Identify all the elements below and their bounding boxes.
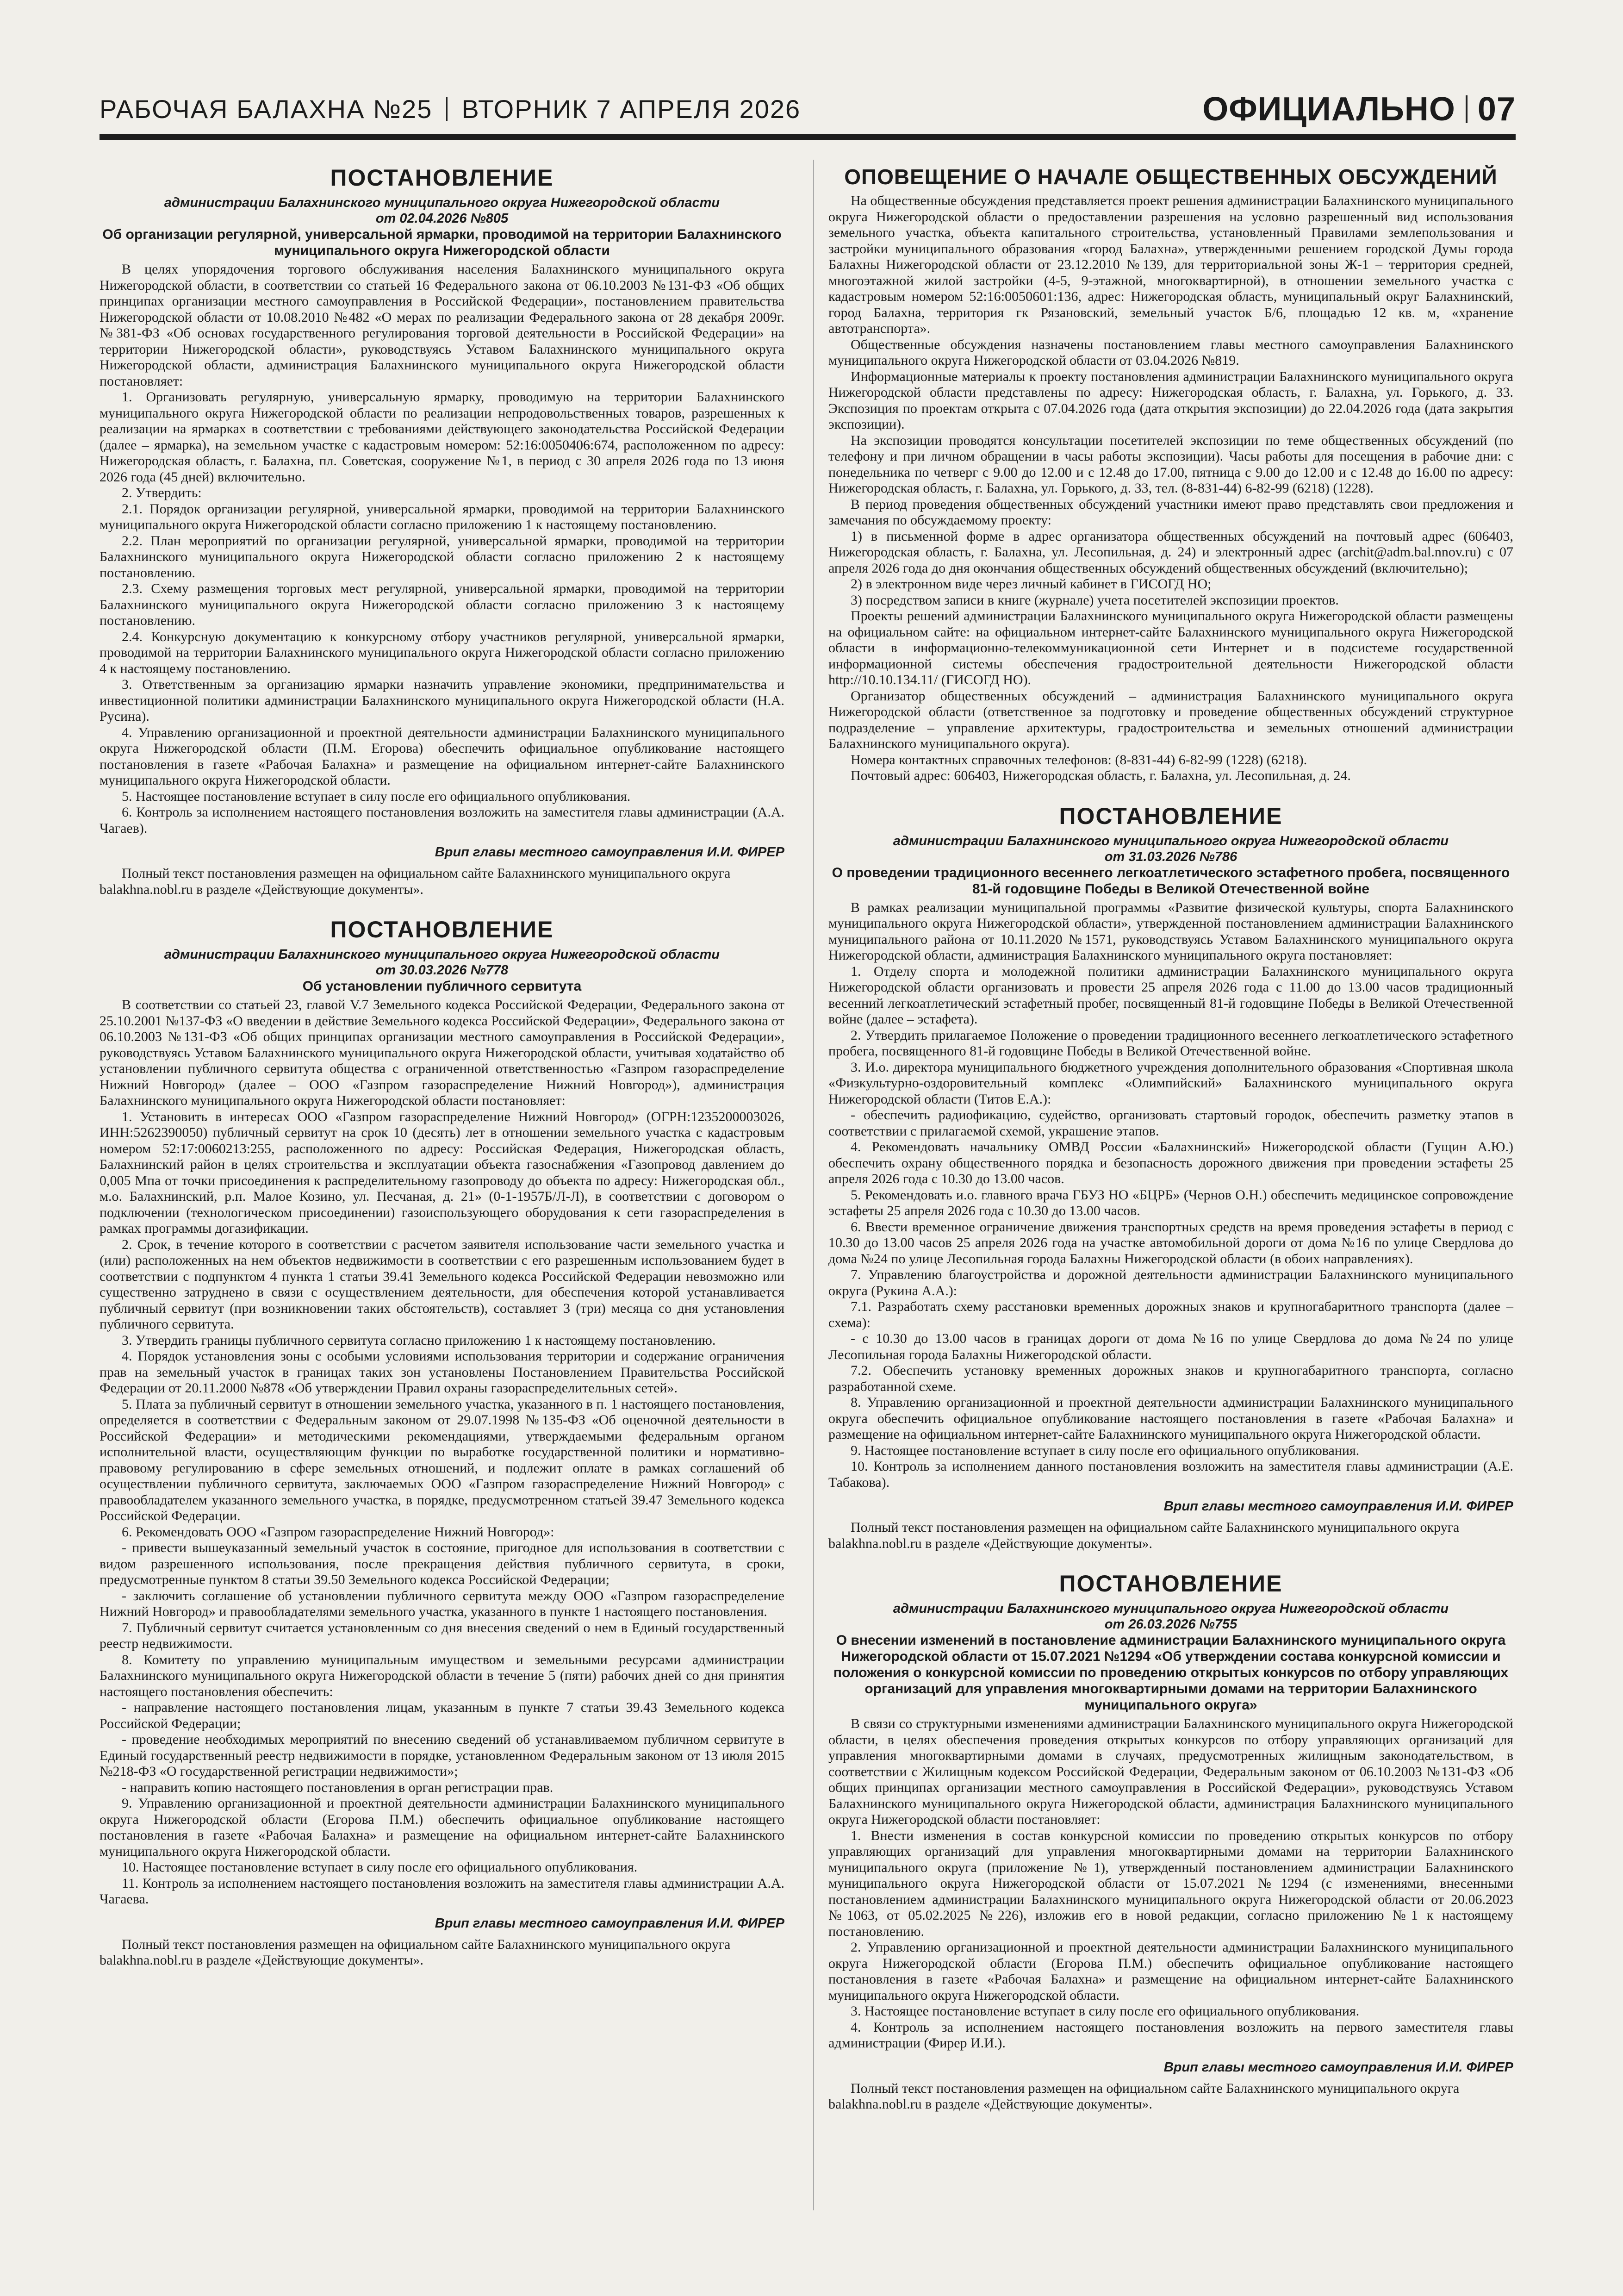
masthead (99, 90, 1516, 127)
newspaper-title: РАБОЧАЯ БАЛАХНА №25 (99, 94, 433, 124)
section-title: ОФИЦИАЛЬНО (1202, 91, 1455, 128)
paragraph: 4. Управлению организационной и проектной деятельности администрации Балахнинского муниципального округа Нижегородской области (П.М. Егорова) обеспечить официальное опубликование настоящего постановления в газете «Рабочая Балахна» и размещение на официальном интернет-сайте Балахнинского муниципального округа Нижегородской области. (99, 724, 784, 788)
paragraph: 1. Отделу спорта и молодежной политики администрации Балахнинского муниципального округа Нижегородской области организовать и провести 25 апреля 2026 года с 11.00 до 13.00 часов традиционный весенний легкоатлетический эстафетный пробег, посвященный 81-й годовщине Победы в Великой Отечественной войне (далее – эстафета). (828, 963, 1513, 1027)
paragraph: 1) в письменной форме в адрес организатора общественных обсуждений на почтовый адрес (606403, Нижегородская область, г. Балахна, ул. Лесопильная, д. 24) и электронный адрес (archit@adm.bal.nnov.ru) с 07 апреля 2026 года до дня окончания общественных обсуждений общественных обсуждений (включительно); (828, 528, 1513, 576)
full-text-note: Полный текст постановления размещен на официальном сайте Балахнинского муниципального округа balakhna.nobl.ru в разделе «Действующие документы». (99, 1936, 731, 1968)
decree-heading: ПОСТАНОВЛЕНИЕ (1059, 1571, 1283, 1597)
paragraph: Номера контактных справочных телефонов: (8-831-44) 6-82-99 (1228) (6218). (851, 752, 1307, 767)
header-rule (99, 134, 1516, 140)
full-text-note: Полный текст постановления размещен на официальном сайте Балахнинского муниципального округа balakhna.nobl.ru в разделе «Действующие документы». (828, 2080, 1460, 2112)
right-column (828, 160, 1513, 2131)
paragraph: 10. Настоящее постановление вступает в силу после его официального опубликования. (122, 1859, 638, 1875)
paragraph: - заключить соглашение об установлении публичного сервитута между ООО «Газпром газораспределение Нижний Новгород» и правообладателями земельного участка, указанного в пункте 1 настоящего постановления. (99, 1588, 784, 1619)
paragraph: 7. Управлению благоустройства и дорожной деятельности администрации Балахнинского муниципального округа (Рукина А.А.): (828, 1267, 1513, 1298)
paragraph: - направить копию настоящего постановления в орган регистрации прав. (122, 1779, 553, 1795)
paragraph: 3) посредством записи в книге (журнале) учета посетителей экспозиции проектов. (851, 592, 1339, 608)
full-text-note: Полный текст постановления размещен на официальном сайте Балахнинского муниципального округа balakhna.nobl.ru в разделе «Действующие документы». (99, 866, 731, 897)
decree-date-number: от 02.04.2026 №805 (375, 211, 509, 226)
signature: Врип главы местного самоуправления И.И. ФИРЕР (1163, 1499, 1513, 1514)
decree-body (99, 997, 784, 1908)
paragraph: 3. Ответственным за организацию ярмарки назначить управление экономики, предпринимательства и инвестиционной политики администрации Балахнинского муниципального округа Нижегородской области (Н.А. Русина). (99, 677, 784, 724)
paragraph: 2) в электронном виде через личный кабинет в ГИСОГД НО; (851, 576, 1212, 592)
decree-date-number: от 30.03.2026 №778 (375, 963, 509, 978)
paragraph: 7.1. Разработать схему расстановки временных дорожных знаков и крупногабаритного транспорта (далее – схема): (828, 1299, 1513, 1330)
decree-date-number: от 26.03.2026 №755 (1104, 1617, 1237, 1632)
decree-title: Об установлении публичного сервитута (302, 979, 582, 994)
paragraph: 7. Публичный сервитут считается установленным со дня внесения сведений о нем в Единый государственный реестр недвижимости. (99, 1620, 784, 1651)
paragraph: 6. Ввести временное ограничение движения транспортных средств на время проведения эстафеты в период с 10.30 до 13.00 часов 25 апреля 2026 года на участке автомобильной дороги от дома №16 по улице Свердлова до дома №24 по улице Лесопильная города Балахны Нижегородской области (в обоих направлениях). (828, 1219, 1513, 1267)
paragraph: 8. Управлению организационной и проектной деятельности администрации Балахнинского муниципального округа обеспечить официальное опубликование настоящего постановления в газете «Рабочая Балахна» и размещение на официальном интернет-сайте Балахнинского муниципального округа Нижегородской области. (828, 1395, 1513, 1442)
paragraph: 5. Рекомендовать и.о. главного врача ГБУЗ НО «БЦРБ» (Чернов О.Н.) обеспечить медицинское сопровождение эстафеты 25 апреля 2026 года с 10.30 до 13.00 часов. (828, 1187, 1513, 1218)
decree-755 (828, 1570, 1513, 2113)
decree-body (828, 900, 1513, 1491)
paragraph: - направление настоящего постановления лицам, указанным в пункте 7 статьи 39.43 Земельного кодекса Российской Федерации; (99, 1700, 784, 1731)
decree-heading: ПОСТАНОВЛЕНИЕ (330, 917, 554, 942)
paragraph: В соответствии со статьей 23, главой V.7 Земельного кодекса Российской Федерации, Федерального закона от 25.10.2001 №137-ФЗ «О введении в действие Земельного кодекса Российской Федерации», Федерального закона от 06.10.2003 №131-ФЗ «Об общих принципах организации местного самоуправления в Российской Федерации», руководствуясь Уставом Балахнинского муниципального округа Нижегородской области, учитывая ходатайство об установлении публичного сервитута общества с ограниченной ответственностью «Газпром газораспределение Нижний Новгород» (далее – ООО «Газпром газораспределение Нижний Новгород»), администрация Балахнинского муниципального округа Нижегородской области постановляет: (99, 997, 784, 1108)
paragraph: 8. Комитету по управлению муниципальным имуществом и земельными ресурсами администрации Балахнинского муниципального округа Нижегородской области в течение 5 (пяти) рабочих дней со дня принятия настоящего постановления обеспечить: (99, 1652, 784, 1699)
paragraph: 1. Организовать регулярную, универсальную ярмарку, проводимую на территории Балахнинского муниципального округа Нижегородской области по реализации непродовольственных товаров, разрешенных к реализации на ярмарках в соответствии с требованиями действующего законодательства Российской Федерации (далее – ярмарка), на земельном участке с кадастровым номером: 52:16:0050406:674, расположенном по адресу: Нижегородская область, г. Балахна, пл. Советская, сооружение №1, в период с 30 апреля 2026 года по 13 июня 2026 года (45 дней) включительно. (99, 389, 784, 485)
decree-778 (99, 916, 784, 1969)
decree-body (99, 262, 784, 836)
signature: Врип главы местного самоуправления И.И. ФИРЕР (435, 1915, 784, 1931)
issue-date: ВТОРНИК 7 АПРЕЛЯ 2026 (461, 94, 801, 124)
signature: Врип главы местного самоуправления И.И. ФИРЕР (435, 845, 784, 860)
paragraph: - обеспечить радиофикацию, судейство, организовать стартовый городок, обеспечить разметку этапов в соответствии с прилагаемой схемой, украшение этапов. (828, 1107, 1513, 1139)
decree-issuer: администрации Балахнинского муниципального округа Нижегородской области (164, 947, 720, 962)
column-divider (813, 160, 814, 2210)
paragraph: Почтовый адрес: 606403, Нижегородская область, г. Балахна, ул. Лесопильная, д. 24. (851, 768, 1351, 783)
decree-issuer: администрации Балахнинского муниципального округа Нижегородской области (893, 1601, 1449, 1616)
decree-heading: ПОСТАНОВЛЕНИЕ (1059, 803, 1283, 829)
decree-issuer: администрации Балахнинского муниципального округа Нижегородской области (893, 833, 1449, 849)
paragraph: 2. Утвердить прилагаемое Положение о проведении традиционного весеннего легкоатлетического эстафетного пробега, посвященного 81-й годовщине Победы в Великой Отечественной войне. (828, 1027, 1513, 1059)
paragraph: 9. Управлению организационной и проектной деятельности администрации Балахнинского муниципального округа Нижегородской области (Егорова П.М.) обеспечить официальное опубликование настоящего постановления в газете «Рабочая Балахна» и размещение на официальном интернет-сайте Балахнинского муниципального округа Нижегородской области. (99, 1796, 784, 1859)
paragraph: - проведение необходимых мероприятий по внесению сведений об устанавливаемом публичном сервитуте в Единый государственный реестр недвижимости в порядке, установленном Федеральным законом от 13 июля 2015 №218-ФЗ «О государственной регистрации недвижимости»; (99, 1732, 784, 1779)
paragraph: 7.2. Обеспечить установку временных дорожных знаков и крупногабаритного транспорта, согласно разработанной схеме. (828, 1363, 1513, 1394)
paragraph: 2. Управлению организационной и проектной деятельности администрации Балахнинского муниципального округа Нижегородской области (Егорова П.М.) обеспечить официальное опубликование настоящего постановления в газете «Рабочая Балахна» и размещение на официальном интернет-сайте Балахнинского муниципального округа Нижегородской области. (828, 1940, 1513, 2003)
decree-title: О внесении изменений в постановление администрации Балахнинского муниципального округа Нижегородской области от 15.07.2021 №1294 «Об утверждении состава конкурсной комиссии и положения о конкурсной комиссии по проведению открытых конкурсов по отбору управляющих организаций для управления многоквартирными домами на территории Балахнинского муниципального округа» (833, 1633, 1509, 1713)
paragraph: В период проведения общественных обсуждений участники имеют право представлять свои предложения и замечания по обсуждаемому проекту: (828, 496, 1513, 528)
signature: Врип главы местного самоуправления И.И. ФИРЕР (1163, 2059, 1513, 2075)
page-number: 07 (1477, 91, 1516, 128)
notice-heading: ОПОВЕЩЕНИЕ О НАЧАЛЕ ОБЩЕСТВЕННЫХ ОБСУЖДЕНИЙ (844, 165, 1498, 189)
decree-heading: ПОСТАНОВЛЕНИЕ (330, 165, 554, 191)
paragraph: 2.2. План мероприятий по организации регулярной, универсальной ярмарки, проводимой на территории Балахнинского муниципального округа Нижегородской области согласно приложению 2 к настоящему постановлению. (99, 533, 784, 580)
decree-date-number: от 31.03.2026 №786 (1104, 849, 1237, 864)
decree-issuer: администрации Балахнинского муниципального округа Нижегородской области (164, 195, 720, 210)
decree-title: Об организации регулярной, универсальной ярмарки, проводимой на территории Балахнинского муниципального округа Нижегородской области (102, 227, 782, 258)
public-hearing-notice (828, 164, 1513, 784)
paragraph: В связи со структурными изменениями администрации Балахнинского муниципального округа Нижегородской области, в целях обеспечения проведения открытых конкурсов по отбору управляющих организаций для управления многоквартирными домами в случаях, предусмотренных жилищным законодательством, в соответствии с Жилищным кодексом Российской Федерации, Федеральным законом от 06.10.2003 №131-ФЗ «Об общих принципах организации местного самоуправления в Российской Федерации», руководствуясь Уставом Балахнинского муниципального округа Нижегородской области, администрация Балахнинского муниципального округа Нижегородской области постановляет: (828, 1716, 1513, 1827)
decree-786 (828, 803, 1513, 1552)
paragraph: 3. Утвердить границы публичного сервитута согласно приложению 1 к настоящему постановлению. (122, 1332, 716, 1348)
paragraph: Информационные материалы к проекту постановления администрации Балахнинского муниципального округа Нижегородской области представлены по адресу: Нижегородская область, г. Балахна, ул. Горького, д. 33. Экспозиция по проектам открыта с 07.04.2026 года (дата открытия экспозиции) до 22.04.2026 года (дата закрытия экспозиции). (828, 368, 1513, 432)
paragraph: 3. Настоящее постановление вступает в силу после его официального опубликования. (851, 2003, 1360, 2019)
left-column (99, 160, 784, 1987)
notice-body (828, 193, 1513, 784)
paragraph: 6. Рекомендовать ООО «Газпром газораспределение Нижний Новгород»: (122, 1524, 554, 1540)
paragraph: 4. Контроль за исполнением настоящего постановления возложить на первого заместителя главы администрации (Фирер И.И.). (828, 2019, 1513, 2051)
paragraph: 1. Установить в интересах ООО «Газпром газораспределение Нижний Новгород» (ОГРН:1235200003026, ИНН:5262390050) публичный сервитут на срок 10 (десять) лет в отношении земельного участка с кадастровым номером 52:17:0060213:255, расположенного по адресу: Российская Федерация, Нижегородская область, Балахнинский район в целях строительства и эксплуатации объекта газоснабжения «Газопровод давлением до 0,005 Мпа от точки присоединения к распределительному газопроводу до объекта по адресу: Нижегородская обл., м.о. Балахнинский, р.п. Малое Козино, ул. Песчаная, д. 21» (0-1-1957Б/Л-Л), в соответствии с договором о подключении (технологическом присоединении) газоиспользующего оборудования к сети газораспределения в рамках программы догазификации. (99, 1109, 784, 1236)
decree-805 (99, 164, 784, 898)
paragraph: В целях упорядочения торгового обслуживания населения Балахнинского муниципального округа Нижегородской области, в соответствии со статьей 16 Федерального закона от 06.10.2003 №131-ФЗ «Об общих принципах организации местного самоуправления в Российской Федерации», постановлением правительства Нижегородской области от 10.08.2010 №482 «О мерах по реализации Федерального закона от 28 декабря 2009г. №381-ФЗ «Об основах государственного регулирования торговой деятельности в Российской Федерации» на территории Нижегородской области», руководствуясь Уставом Балахнинского муниципального округа Нижегородской области, администрация Балахнинского муниципального округа Нижегородской области постановляет: (99, 262, 784, 389)
masthead-right (1202, 90, 1516, 128)
decree-body (828, 1716, 1513, 2052)
paragraph: - с 10.30 до 13.00 часов в границах дороги от дома №16 по улице Свердлова до дома №24 по улице Лесопильная города Балахны Нижегородской области. (828, 1331, 1513, 1362)
paragraph: На общественные обсуждения представляется проект решения администрации Балахнинского муниципального округа Нижегородской области о предоставлении разрешения на условно разрешенный вид использования земельного участка, объекта капитального строительства, установленный Правилами землепользования и застройки муниципального образования «город Балахна», утвержденными решением городской Думы города Балахны Нижегородской области от 23.12.2010 №139, для территориальной зоны Ж-1 – территория средней, многоэтажной жилой застройки (4-5, 9-этажной, многоквартирной), в отношении земельного участка с кадастровым номером 52:16:0050601:136, адрес: Нижегородская область, муниципальный округ Балахнинский, город Балахна, территория гк Рязановский, земельный участок Б/6, площадью 12 кв. м, «хранение автотранспорта». (828, 193, 1513, 336)
paragraph: 4. Рекомендовать начальнику ОМВД России «Балахнинский» Нижегородской области (Гущин А.Ю.) обеспечить охрану общественного порядка и безопасность дорожного движения при проведении эстафеты 25 апреля 2026 года с 10.30 до 13.00 часов. (828, 1139, 1513, 1186)
paragraph: Проекты решений администрации Балахнинского муниципального округа Нижегородской области размещены на официальном сайте: на официальном интернет-сайте Балахнинского муниципального округа Нижегородской области в информационно-телекоммуникационной сети Интернет и в подсистеме государственной информационной системы обеспечения градостроительной деятельности Нижегородской области http://10.10.134.11/ (ГИСОГД НО). (828, 608, 1513, 687)
paragraph: Организатор общественных обсуждений – администрация Балахнинского муниципального округа Нижегородской области (ответственное за подготовку и проведение общественных обсуждений структурное подразделение – управление архитектуры, градостроительства и земельных отношений администрации Балахнинского муниципального округа). (828, 688, 1513, 751)
paragraph: 5. Плата за публичный сервитут в отношении земельного участка, указанного в п. 1 настоящего постановления, определяется в соответствии с Федеральным законом от 29.07.1998 №135-ФЗ «Об оценочной деятельности в Российской Федерации» и методическими рекомендациями, утверждаемыми федеральным органом исполнительной власти, осуществляющим функции по выработке государственной политики и нормативно-правовому регулированию в сфере земельных отношений, и подлежит оплате в рамках соглашений об осуществлении публичного сервитута, заключаемых ООО «Газпром газораспределение Нижний Новгород» с правообладателем указанного земельного участка, в порядке, предусмотренном статьей 39.47 Земельного кодекса Российской Федерации. (99, 1396, 784, 1523)
paragraph: На экспозиции проводятся консультации посетителей экспозиции по теме общественных обсуждений (по телефону и при личном обращении в часы работы экспозиции). Часы работы для посещения в рабочие дни: с понедельника по четверг с 9.00 до 12.00 и с 12.48 до 17.00, пятница с 9.00 до 12.00 и с 12.48 до 16.00 по адресу: Нижегородская область, г. Балахна, ул. Горького, д. 33, тел. (8-831-44) 6-82-99 (6218) (1228). (828, 432, 1513, 496)
paragraph: 11. Контроль за исполнением настоящего постановления возложить на заместителя главы администрации А.А. Чагаева. (99, 1875, 784, 1907)
section-separator (1466, 95, 1468, 123)
paragraph: 5. Настоящее постановление вступает в силу после его официального опубликования. (122, 788, 631, 804)
paragraph: 2.1. Порядок организации регулярной, универсальной ярмарки, проводимой на территории Балахнинского муниципального округа Нижегородской области согласно приложению 1 к настоящему постановлению. (99, 501, 784, 532)
paragraph: 4. Порядок установления зоны с особыми условиями использования территории и содержание ограничения прав на земельный участок в границах таких зон установлены Постановлением Правительства Российской Федерации от 20.11.2000 №878 «Об утверждении Правил охраны газораспределительных сетей». (99, 1348, 784, 1396)
paragraph: Общественные обсуждения назначены постановлением главы местного самоуправления Балахнинского муниципального округа Нижегородской области от 03.04.2026 №819. (828, 337, 1513, 368)
paragraph: - привести вышеуказанный земельный участок в состояние, пригодное для использования в соответствии с видом разрешенного использования, после прекращения действия публичного сервитута, в сроки, предусмотренные пунктом 8 статьи 39.50 Земельного кодекса Российской Федерации; (99, 1540, 784, 1587)
paragraph: 2.3. Схему размещения торговых мест регулярной, универсальной ярмарки, проводимой на территории Балахнинского муниципального округа Нижегородской области согласно приложению 3 к настоящему постановлению. (99, 581, 784, 628)
paragraph: 1. Внести изменения в состав конкурсной комиссии по проведению открытых конкурсов по отбору управляющих организаций для управления многоквартирными домами на территории Балахнинского муниципального округа (приложение №1), утвержденный постановлением администрации Балахнинского муниципального округа Нижегородской области от 15.07.2021 №1294 (с изменениями, внесенными постановлением администрации Балахнинского муниципального округа Нижегородской области от 20.06.2023 №1063, от 05.02.2025 №226), изложив его в новой редакции, согласно приложению №1 к настоящему постановлению. (828, 1828, 1513, 1939)
paragraph: В рамках реализации муниципальной программы «Развитие физической культуры, спорта Балахнинского муниципального округа Нижегородской области», утвержденной постановлением администрации Балахнинского муниципального района от 10.11.2020 №1571, руководствуясь Уставом Балахнинского муниципального округа Нижегородской области, администрация Балахнинского муниципального округа постановляет: (828, 899, 1513, 963)
paragraph: 10. Контроль за исполнением данного постановления возложить на заместителя главы администрации (А.Е. Табакова). (828, 1459, 1513, 1490)
decree-title: О проведении традиционного весеннего легкоатлетического эстафетного пробега, посвященного 81-й годовщине Победы в Великой Отечественной войне (832, 865, 1510, 897)
paragraph: 3. И.о. директора муниципального бюджетного учреждения дополнительного образования «Спортивная школа «Физкультурно-оздоровительный комплекс «Олимпийский» Балахнинского муниципального округа Нижегородской области (Титов Е.А.): (828, 1059, 1513, 1107)
full-text-note: Полный текст постановления размещен на официальном сайте Балахнинского муниципального округа balakhna.nobl.ru в разделе «Действующие документы». (828, 1520, 1460, 1551)
masthead-separator (446, 97, 448, 121)
masthead-left (99, 94, 801, 124)
paragraph: 6. Контроль за исполнением настоящего постановления возложить на заместителя главы администрации (А.А. Чагаев). (99, 805, 784, 836)
paragraph: 9. Настоящее постановление вступает в силу после его официального опубликования. (851, 1442, 1360, 1458)
paragraph: 2. Утвердить: (122, 485, 202, 500)
paragraph: 2. Срок, в течение которого в соответствии с расчетом заявителя использование части земельного участка и (или) расположенных на нем объектов недвижимости в соответствии с его разрешенным использованием будет в соответствии с подпунктом 4 пункта 1 статьи 39.41 Земельного кодекса Российской Федерации невозможно или существенно затруднено в связи с осуществлением деятельности, для обеспечения которой устанавливается публичный сервитут (при возникновении таких обстоятельств), составляет 3 (три) месяца со дня установления публичного сервитута. (99, 1236, 784, 1332)
paragraph: 2.4. Конкурсную документацию к конкурсному отбору участников регулярной, универсальной ярмарки, проводимой на территории Балахнинского муниципального округа Нижегородской области согласно приложению 4 к настоящему постановлению. (99, 629, 784, 676)
